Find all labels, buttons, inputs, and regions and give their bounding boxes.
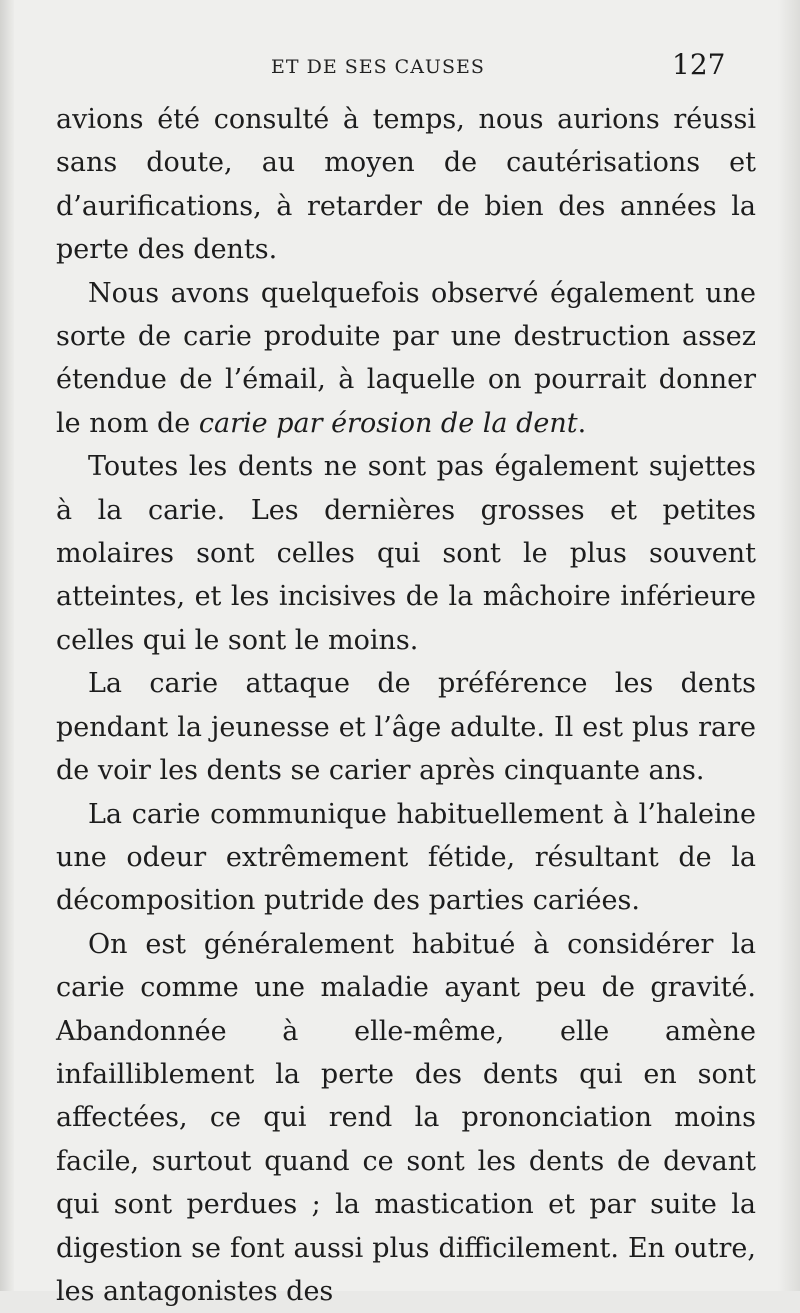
paragraph-odor: La carie communique habituellement à l’haleine une odeur extrêmement fétide, résultant de la décomposition putride des parties cariées.: [56, 798, 756, 917]
page-number: 127: [672, 48, 726, 81]
paragraph-affected-teeth: Toutes les dents ne sont pas également sujettes à la carie. Les dernières grosses et petites molaires sont celles qui sont le plus souvent atteintes, et les incisives de la mâchoire inférieure celles qui le sont le moins.: [56, 451, 756, 656]
page-outer-edge: [778, 0, 800, 1291]
running-title: ET DE SES CAUSES: [271, 56, 485, 78]
italic-term: carie par érosion de la dent: [198, 407, 578, 439]
paragraph-erosion: [56, 272, 756, 446]
page-binding-edge: [0, 0, 14, 1291]
paragraph-continued: avions été consulté à temps, nous aurions réussi sans doute, au moyen de cautérisations et d’aurifications, à retarder de bien des années la perte des dents.: [56, 104, 756, 266]
body-text: [56, 98, 756, 1313]
paragraph-age: La carie attaque de préférence les dents pendant la jeunesse et l’âge adulte. Il est plus rare de voir les dents se carier après cinquante ans.: [56, 668, 756, 787]
paragraph-gravity: On est généralement habitué à considérer la carie comme une maladie ayant peu de gravité. Abandonnée à elle-même, elle amène infailliblement la perte des dents qui en sont affectées, ce qui rend la prononciation moins facile, surtout quand ce sont les dents de devant qui sont perdues ; la mastication et par suite la digestion se font aussi plus difficilement. En outre, les antagonistes des: [56, 928, 756, 1307]
paragraph-erosion-text: Nous avons quelquefois observé également une sorte de carie produite par une destruction assez étendue de l’émail, à laquelle on pourrait donner le nom de: [56, 277, 756, 439]
paragraph-erosion-end: .: [577, 407, 587, 439]
